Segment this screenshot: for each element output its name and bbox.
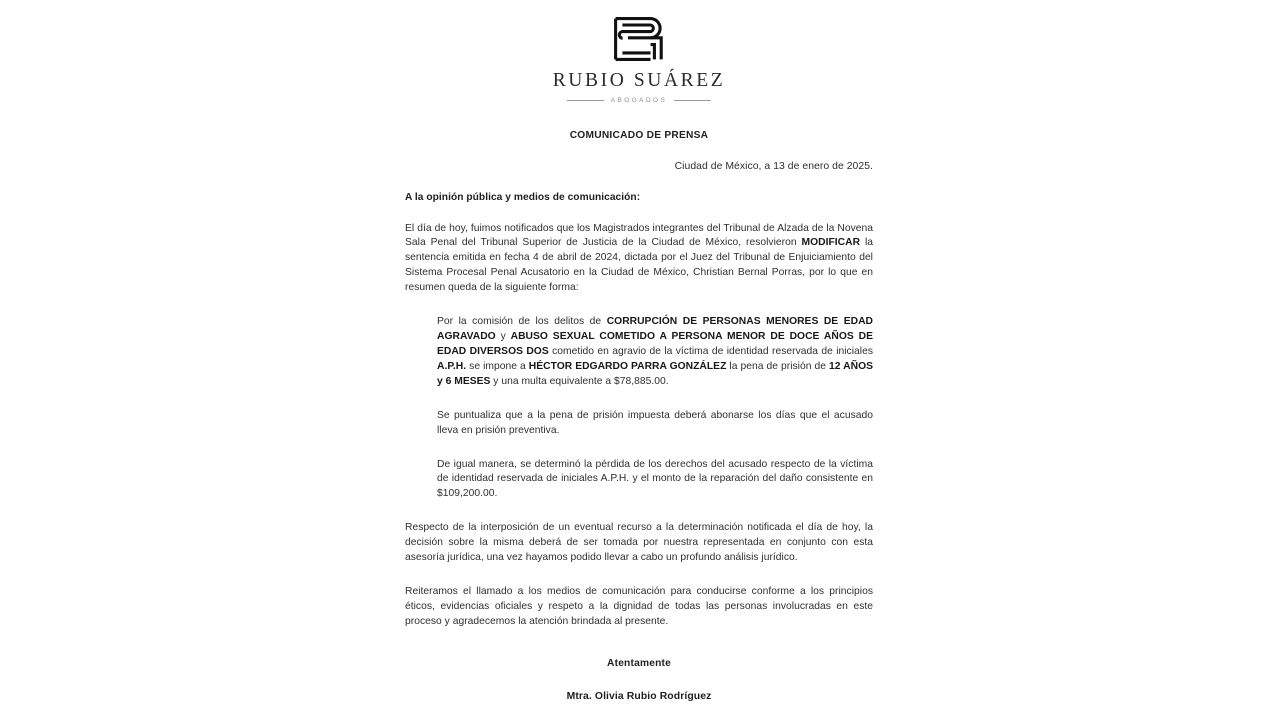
paragraph-media-appeal: Reiteramos el llamado a los medios de comunicación para conducirse conforme a los principios éticos, evidencias oficiales y respeto a la dignidad de todas las personas involucradas en este proceso y agradecemos la atención brindada al presente. [405,586,873,627]
firm-tagline-row [567,97,711,104]
document-sheet [405,0,873,720]
tagline-rule-right [674,100,711,101]
rs-monogram-logo-icon [606,14,672,64]
paragraph-offenses-text-3: cometido en agravio de la víctima de identidad reservada de iniciales [548,345,873,357]
paragraph-notification-text-1: El día de hoy, fuimos notificados que los Magistrados integrantes del Tribunal de Alzada de la Novena Sala Penal del Tribunal Superior de Justicia de la Ciudad de México, resolvieron [405,222,873,249]
paragraph-notification-emphasis-modificar: MODIFICAR [801,237,861,249]
sentence-summary-block [405,315,873,502]
salutation: A la opinión pública y medios de comunicación: [405,191,641,203]
tagline-rule-left [567,100,604,101]
paragraph-preventive-detention: Se puntualiza que a la pena de prisión impuesta deberá abonarse los días que el acusado lleva en prisión preventiva. [437,409,873,436]
paragraph-offenses-emphasis-offense-1: CORRUPCIÓN DE PERSONAS MENORES DE EDAD AGRAVADO [437,316,873,343]
paragraph-offenses-text-1: Por la comisión de los delitos de [437,316,607,328]
paragraph-offenses-emphasis-defendant-name: HÉCTOR EDGARDO PARRA GONZÁLEZ [528,360,727,372]
firm-tagline: ABOGADOS [610,96,668,104]
firm-name: RUBIO SUÁREZ [552,70,726,91]
paragraph-damages: De igual manera, se determinó la pérdida de los derechos del acusado respecto de la víctima de identidad reservada de iniciales A.P.H. y el monto de la reparación del daño consistente en $109,200.00. [437,458,873,500]
page-title: COMUNICADO DE PRENSA [569,129,709,141]
paragraph-offenses-text-6: y una multa equivalente a $78,885.00. [490,375,669,387]
signature-closing: Atentamente [607,657,671,669]
paragraph-notification-text-2: la sentencia emitida en fecha 4 de abril de 2024, dictada por el Juez del Tribunal de Enjuiciamiento del Sistema Procesal Penal Acusatorio en la Ciudad de México, Christian Bernal Porras, por lo que en resumen queda de la siguiente forma: [405,237,874,294]
signature-block [405,630,873,702]
paragraph-offenses-emphasis-sentence-length: 12 AÑOS y 6 MESES [437,360,873,387]
signature-name: Mtra. Olivia Rubio Rodríguez [566,690,712,702]
paragraph-appeal: Respecto de la interposición de un eventual recurso a la determinación notificada el día de hoy, la decisión sobre la misma deberá de ser tomada por nuestra representada en conjunto con esta asesoría jurídica, una vez hayamos podido llevar a cabo un profundo análisis jurídico. [405,522,873,564]
paragraph-offenses-text-5: la pena de prisión de [726,360,830,372]
document-body [405,104,873,630]
paragraph-offenses-emphasis-offense-2: ABUSO SEXUAL COMETIDO A PERSONA MENOR DE DOCE AÑOS DE EDAD DIVERSOS DOS [437,331,873,357]
paragraph-offenses-text-4: se impone a [466,360,529,372]
dateline: Ciudad de México, a 13 de enero de 2025. [674,160,873,172]
letterhead [405,0,873,104]
paragraph-notification [405,222,873,297]
paragraph-offenses [437,315,873,390]
paragraph-offenses-text-2: y [495,331,511,343]
paragraph-offenses-emphasis-victim-initials: A.P.H. [437,360,467,372]
